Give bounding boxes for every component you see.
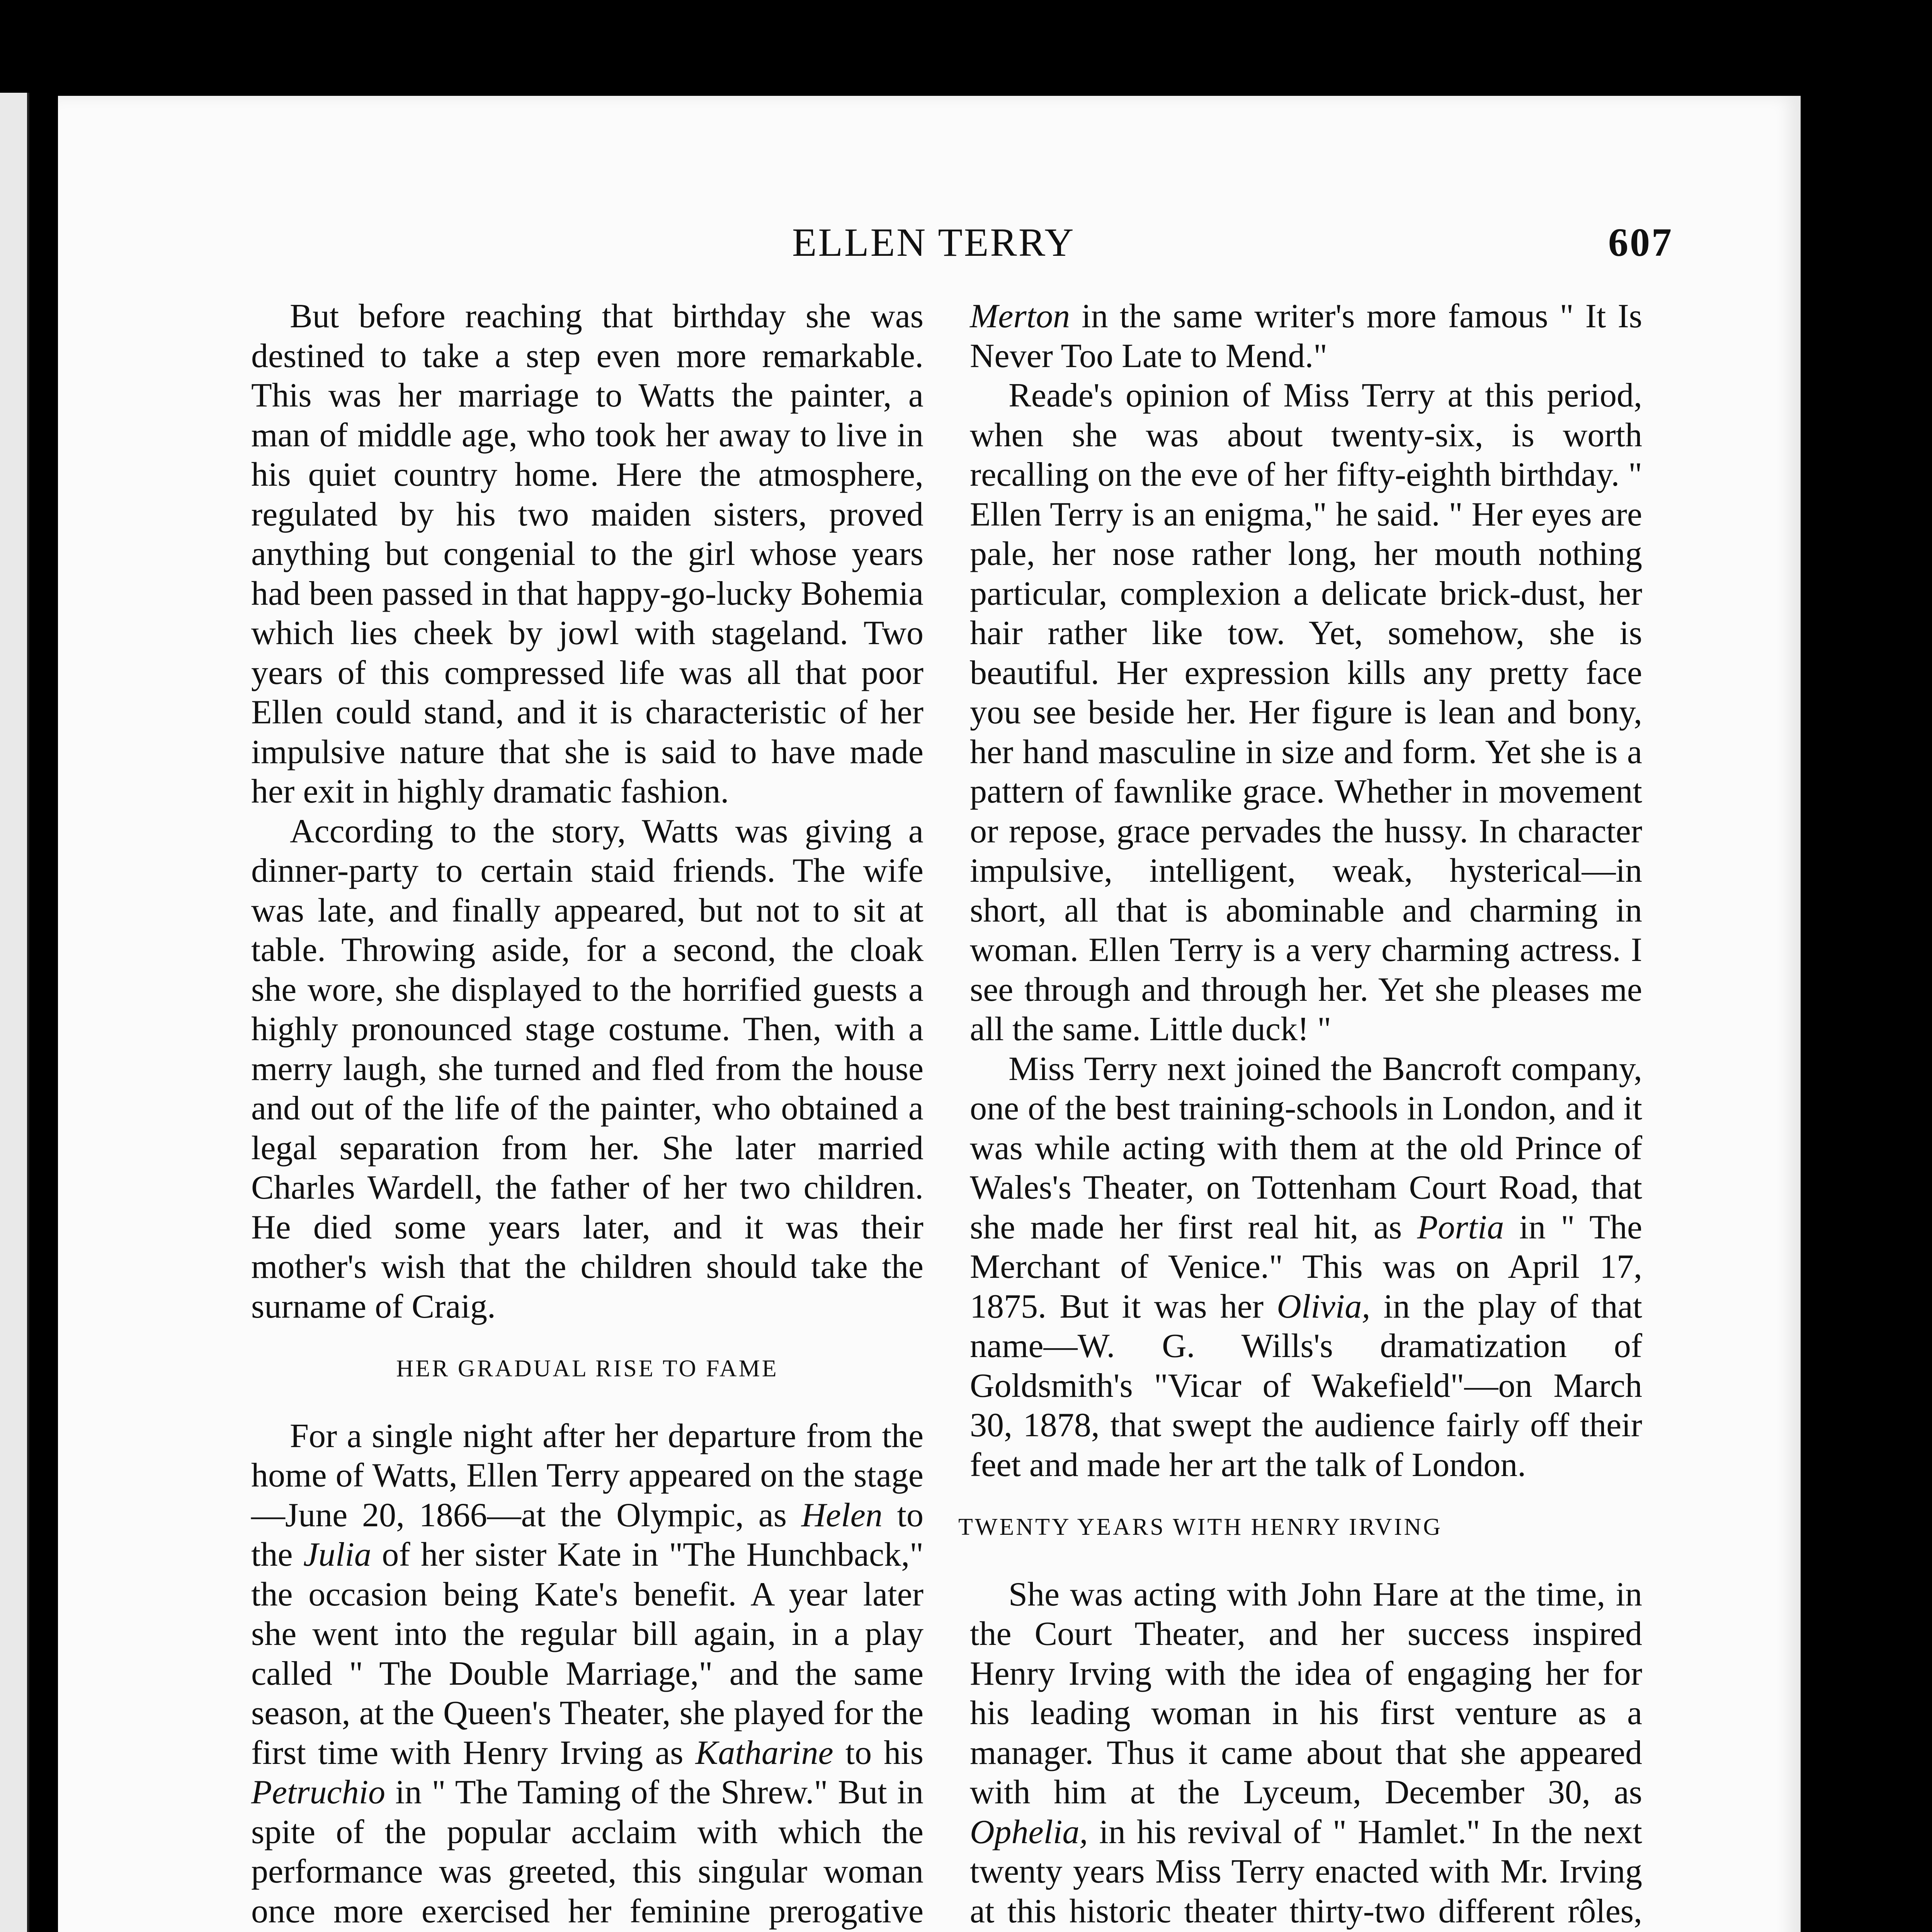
role-name: Helen	[801, 1496, 883, 1534]
role-name: Julia	[303, 1536, 371, 1573]
document-page	[58, 96, 1801, 1932]
paragraph: Miss Terry next joined the Bancroft company, one of the best training-schools in London, and it was while acting with them at the old Prince of Wales's Theater, on Tottenham Court Road, that she made her first real hit, as Portia in " The Merchant of Venice." This was on April 17, 1875. But it was her Olivia, in the play of that name—W. G. Wills's dramatization of Goldsmith's "Vicar of Wakefield"—on March 30, 1878, that swept the audience fairly off their feet and made her art the talk of London.	[970, 1050, 1642, 1484]
paragraph: According to the story, Watts was giving a dinner-party to certain staid friends. The wife was late, and finally appeared, but not to sit at table. Throwing aside, for a second, the cloak she wore, she displayed to the horrified guests a highly pronounced stage costume. Then, with a merry laugh, she turned and fled from the house and out of the life of the painter, who obtained a legal separation from her. She later married Charles Wardell, the father of her two children. He died some years later, and it was their mother's wish that the children should take the surname of Craig.	[251, 812, 923, 1325]
right-column	[958, 297, 1642, 1932]
left-column	[251, 297, 923, 1932]
section-heading: HER GRADUAL RISE TO FAME	[396, 1355, 779, 1382]
paragraph: For a single night after her departure from the home of Watts, Ellen Terry appeared on the stage—June 20, 1866—at the Olympic, as Helen to the Julia of her sister Kate in "The Hunchback," the occasion being Kate's benefit. A year later she went into the regular bill again, in a play called " The Double Marriage," and the same season, at the Queen's Theater, she played for the first time with Henry Irving as Katharine to his Petruchio in " The Taming of the Shrew." But in spite of the popular acclaim with which the performance was greeted, this singular woman once more exercised her feminine prerogative	[251, 1417, 923, 1930]
role-name: Portia	[1417, 1208, 1504, 1246]
role-name: Merton	[970, 298, 1070, 335]
section-heading: TWENTY YEARS WITH HENRY IRVING	[958, 1514, 1442, 1540]
running-header	[58, 219, 1801, 274]
role-name: Ophelia,	[970, 1813, 1088, 1851]
role-name: Petruchio	[251, 1774, 386, 1811]
paragraph: She was acting with John Hare at the time, in the Court Theater, and her success inspired Henry Irving with the idea of engaging her for his leading woman in his first venture as a manager. Thus it came about that she appeared with him at the Lyceum, December 30, as Ophelia, in his revival of " Hamlet." In the next twenty years Miss Terry enacted with Mr. Irving at this historic theater thirty-two different rôles,	[970, 1575, 1642, 1930]
page-number: 607	[1608, 220, 1673, 265]
paragraph: Reade's opinion of Miss Terry at this period, when she was about twenty-six, is worth recalling on the eve of her fifty-eighth birthday. " Ellen Terry is an enigma," he said. " Her eyes are pale, her nose rather long, her mouth nothing particular, complexion a delicate brick-dust, her hair rather like tow. Yet, somehow, she is beautiful. Her expression kills any pretty face you see beside her. Her figure is lean and bony, her hand masculine in size and form. Yet she is a pattern of fawnlike grace. Whether in movement or repose, grace pervades the hussy. In character impulsive, intelligent, weak, hysterical—in short, all that is abominable and charming in woman. Ellen Terry is a very charming actress. I see through and through her. Yet she pleases me all the same. Little duck! "	[970, 377, 1642, 1048]
role-name: Katharine	[695, 1734, 833, 1772]
paragraph: But before reaching that birthday she was destined to take a step even more remarkable. This was her marriage to Watts the painter, a man of middle age, who took her away to live in his quiet country home. Here the atmosphere, regulated by his two maiden sisters, proved anything but congenial to the girl whose years had been passed in that happy-go-lucky Bohemia which lies cheek by jowl with stageland. Two years of this compressed life was all that poor Ellen could stand, and it is characteristic of her impulsive nature that she is said to have made her exit in highly dramatic fashion.	[251, 298, 923, 810]
adjacent-page-edge	[0, 93, 29, 1932]
running-title: ELLEN TERRY	[792, 220, 1075, 265]
role-name: Olivia,	[1277, 1287, 1371, 1325]
paragraph: Merton in the same writer's more famous " It Is Never Too Late to Mend."	[970, 298, 1642, 375]
